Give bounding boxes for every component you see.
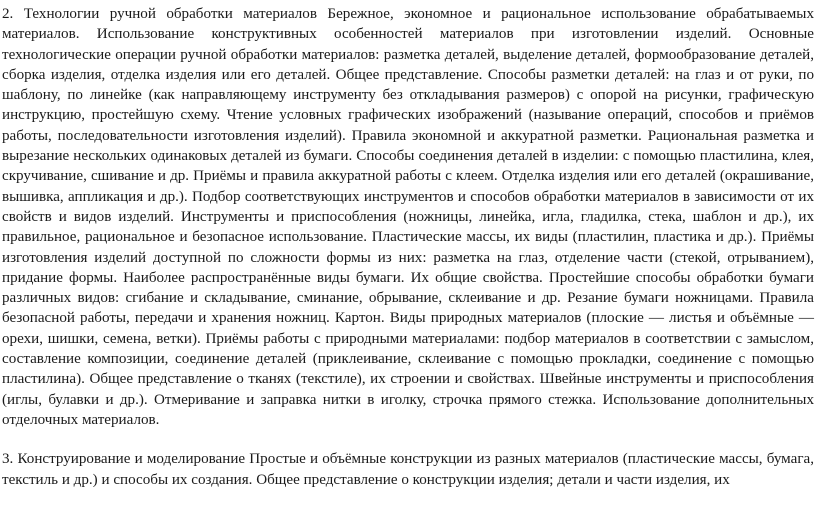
paragraph-construction: 3. Конструирование и моделирование Простые и объёмные конструкции из разных материалов (пластические массы, бумага, текстиль и др.) и способы их создания. Общее представление о конструкции изделия; детали и части изделия, их — [2, 451, 814, 488]
paragraph-technologies: 2. Технологии ручной обработки материалов Бережное, экономное и рациональное использование обрабатываемых материалов. Использование конструктивных особенностей материалов при изготовлении изделий. Основные технологические операции ручной обработки материалов: разметка деталей, выделение деталей, формообразование деталей, сборка изделия, отделка изделия или его деталей. Общее представление. Способы разметки деталей: на глаз и от руки, по шаблону, по линейке (как направляющему инструменту без откладывания размеров) с опорой на рисунки, графическую инструкцию, простейшую схему. Чтение условных графических изображений (называние операций, способов и приёмов работы, последовательности изготовления изделий). Правила экономной и аккуратной разметки. Рациональная разметка и вырезание нескольких одинаковых деталей из бумаги. Способы соединения деталей в изделии: с помощью пластилина, клея, скручивание, сшивание и др. Приёмы и правила аккуратной работы с клеем. Отделка изделия или его деталей (окрашивание, вышивка, аппликация и др.). Подбор соответствующих инструментов и способов обработки материалов в зависимости от их свойств и видов изделий. Инструменты и приспособления (ножницы, линейка, игла, гладилка, стека, шаблон и др.), их правильное, рациональное и безопасное использование. Пластические массы, их виды (пластилин, пластика и др.). Приёмы изготовления изделий доступной по сложности формы из них: разметка на глаз, отделение части (стекой, отрыванием), придание формы. Наиболее распространённые виды бумаги. Их общие свойства. Простейшие способы обработки бумаги различных видов: сгибание и складывание, сминание, обрывание, склеивание и др. Резание бумаги ножницами. Правила безопасной работы, передачи и хранения ножниц. Картон. Виды природных материалов (плоские — листья и объёмные — орехи, шишки, семена, ветки). Приёмы работы с природными материалами: подбор материалов в соответствии с замыслом, составление композиции, соединение деталей (приклеивание, склеивание с помощью прокладки, соединение с помощью пластилина). Общее представление о тканях (текстиле), их строении и свойствах. Швейные инструменты и приспособления (иглы, булавки и др.). Отмеривание и заправка нитки в иголку, строчка прямого стежка. Использование дополнительных отделочных материалов. — [2, 6, 814, 428]
